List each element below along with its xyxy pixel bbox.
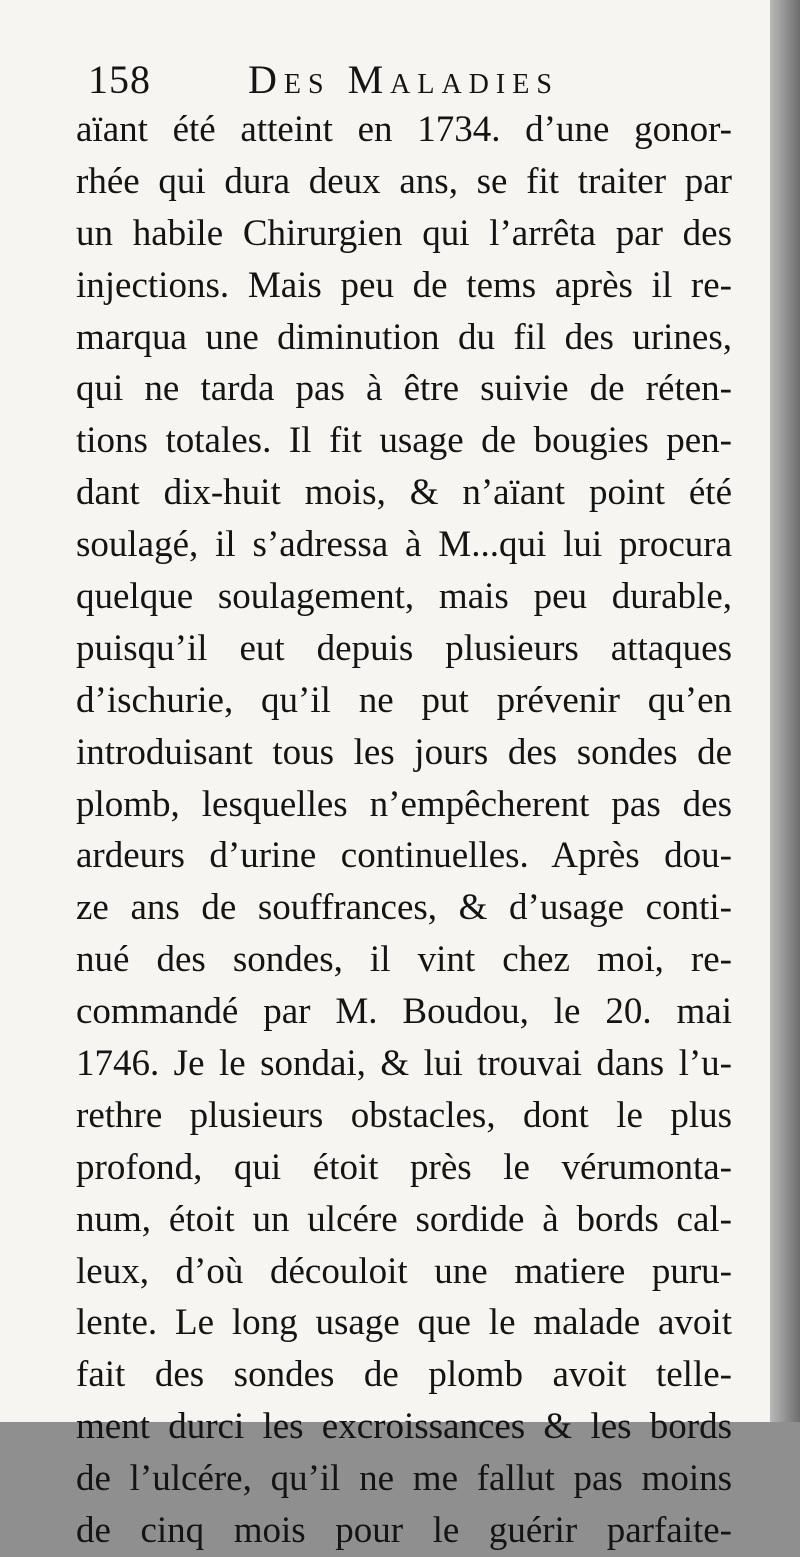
text-line: un habile Chirurgien qui l’arrêta par des <box>76 212 732 254</box>
page-number: 158 <box>88 57 151 102</box>
text-line: fait des sondes de plomb avoit telle- <box>76 1354 732 1396</box>
text-line: dant dix-huit mois, & n’aïant point été <box>76 472 732 514</box>
text-line: qui ne tarda pas à être suivie de réten- <box>76 368 732 410</box>
text-line: ment durci les excroissances & les bords <box>76 1406 732 1448</box>
text-line: soulagé, il s’adressa à M...qui lui procura <box>76 524 732 566</box>
text-line: ardeurs d’urine continuelles. Après dou- <box>76 835 732 877</box>
text-line: puisqu’il eut depuis plusieurs attaques <box>76 627 732 669</box>
text-line: commandé par M. Boudou, le 20. mai <box>76 991 732 1033</box>
text-line: 1746. Je le sondai, & lui trouvai dans l’u- <box>76 1043 732 1085</box>
text-line: ze ans de souffrances, & d’usage conti- <box>76 887 732 929</box>
text-line: injections. Mais peu de tems après il re- <box>76 264 732 306</box>
text-line: d’ischurie, qu’il ne put prévenir qu’en <box>76 679 732 721</box>
text-line: plomb, lesquelles n’empêcherent pas des <box>76 783 732 825</box>
text-line: tions totales. Il fit usage de bougies pen- <box>76 420 732 462</box>
text-line: quelque soulagement, mais peu durable, <box>76 576 732 618</box>
running-head: Des Maladies <box>248 57 559 102</box>
text-line: rhée qui dura deux ans, se fit traiter par <box>76 160 732 202</box>
text-line: de cinq mois pour le guérir parfaite- <box>76 1510 732 1552</box>
text-line: leux, d’où découloit une matiere puru- <box>76 1250 732 1292</box>
body-text <box>76 104 732 1557</box>
text-line: nué des sondes, il vint chez moi, re- <box>76 939 732 981</box>
page-header <box>88 54 688 106</box>
text-line: marqua une diminution du fil des urines, <box>76 316 732 358</box>
text-line: de l’ulcére, qu’il ne me fallut pas moins <box>76 1458 732 1500</box>
text-line: aïant été atteint en 1734. d’une gonor- <box>76 109 732 150</box>
text-line: profond, qui étoit près le vérumonta- <box>76 1146 732 1188</box>
page-gutter-shadow <box>770 0 800 1422</box>
text-line: lente. Le long usage que le malade avoit <box>76 1302 732 1344</box>
text-line: introduisant tous les jours des sondes de <box>76 731 732 773</box>
text-line: rethre plusieurs obstacles, dont le plus <box>76 1094 732 1136</box>
text-line: num, étoit un ulcére sordide à bords cal- <box>76 1198 732 1240</box>
